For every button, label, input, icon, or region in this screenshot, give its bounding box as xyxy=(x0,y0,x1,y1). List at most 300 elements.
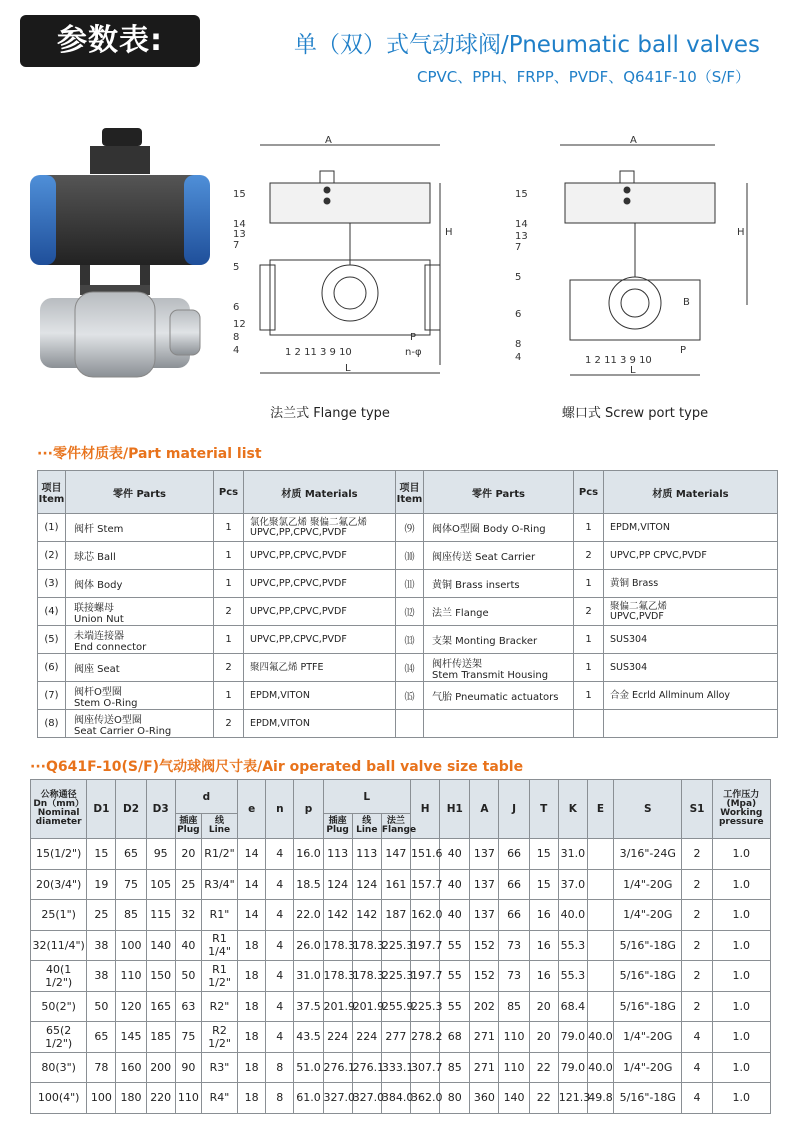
size-cell: 162.0 xyxy=(411,900,440,931)
size-cell: R1/2" xyxy=(201,839,237,870)
part-mat-cell: 聚偏二氟乙烯 UPVC,PVDF xyxy=(604,598,778,626)
size-cell: 160 xyxy=(116,1052,146,1083)
size-cell: 75 xyxy=(175,1022,201,1053)
parts-header: 零件 Parts xyxy=(66,471,214,514)
size-cell: 1.0 xyxy=(712,961,770,992)
materials-header: 材质 Materials xyxy=(244,471,396,514)
size-cell: R1 1/4" xyxy=(201,930,237,961)
size-cell: 1.0 xyxy=(712,1052,770,1083)
size-cell: 140 xyxy=(146,930,175,961)
part-row xyxy=(38,542,778,570)
s1-header: S1 xyxy=(682,780,712,839)
part-mat-cell xyxy=(604,710,778,738)
l-header: L xyxy=(323,780,410,814)
e-upper-header: E xyxy=(587,780,613,839)
size-cell: 327.0 xyxy=(323,1083,352,1114)
size-cell: 18 xyxy=(238,1052,266,1083)
size-cell: 224 xyxy=(352,1022,381,1053)
size-cell: 40.0 xyxy=(558,900,587,931)
part-name-cell: 气胎 Pneumatic actuators xyxy=(424,682,574,710)
size-cell: 3/16"-24G xyxy=(614,839,682,870)
size-cell: 185 xyxy=(146,1022,175,1053)
size-cell: 110 xyxy=(499,1052,529,1083)
size-cell: 50(2") xyxy=(31,991,87,1022)
size-cell xyxy=(587,869,613,900)
part-mat-cell: UPVC,PP,CPVC,PVDF xyxy=(244,570,396,598)
size-cell: 18 xyxy=(238,1083,266,1114)
size-cell: 1.0 xyxy=(712,1083,770,1114)
size-cell: 31.0 xyxy=(294,961,323,992)
svg-text:7: 7 xyxy=(515,242,522,253)
part-mat-cell: 合金 Ecrld Allminum Alloy xyxy=(604,682,778,710)
size-cell: 161 xyxy=(381,869,410,900)
size-cell: 15(1/2") xyxy=(31,839,87,870)
size-cell: R2 1/2" xyxy=(201,1022,237,1053)
part-name-cell: 阀杆传送架 Stem Transmit Housing xyxy=(424,654,574,682)
svg-text:14: 14 xyxy=(233,219,246,230)
size-cell: R2" xyxy=(201,991,237,1022)
size-cell: 8 xyxy=(266,1052,294,1083)
size-cell: 80(3") xyxy=(31,1052,87,1083)
part-name-cell: 阀杆 Stem xyxy=(66,514,214,542)
size-cell: R1" xyxy=(201,900,237,931)
svg-text:B: B xyxy=(683,297,690,308)
size-cell: 4 xyxy=(682,1083,712,1114)
size-cell: 145 xyxy=(116,1022,146,1053)
size-row xyxy=(31,961,771,992)
size-cell xyxy=(587,900,613,931)
part-mat-cell: 聚四氟乙烯 PTFE xyxy=(244,654,396,682)
screw-port-caption: 螺口式 Screw port type xyxy=(561,406,709,421)
size-cell: 14 xyxy=(238,869,266,900)
svg-text:7: 7 xyxy=(233,240,240,251)
size-cell: 32 xyxy=(175,900,201,931)
part-row xyxy=(38,710,778,738)
part-mat-cell: EPDM,VITON xyxy=(244,682,396,710)
size-cell: 66 xyxy=(499,839,529,870)
size-cell xyxy=(587,961,613,992)
size-cell: 40.0 xyxy=(587,1052,613,1083)
size-cell: 5/16"-18G xyxy=(614,961,682,992)
j-header: J xyxy=(499,780,529,839)
svg-text:15: 15 xyxy=(233,189,246,200)
size-cell: 20 xyxy=(529,991,558,1022)
size-cell: 1/4"-20G xyxy=(614,869,682,900)
part-name-cell: 阀座 Seat xyxy=(66,654,214,682)
size-cell: 55.3 xyxy=(558,961,587,992)
size-cell: 255.9 xyxy=(381,991,410,1022)
part-material-table xyxy=(37,470,778,738)
h1-header: H1 xyxy=(440,780,470,839)
size-cell: 20 xyxy=(175,839,201,870)
part-item-cell: (8) xyxy=(38,710,66,738)
size-cell: 1.0 xyxy=(712,839,770,870)
svg-text:4: 4 xyxy=(233,345,240,356)
part-pcs-cell: 1 xyxy=(574,626,604,654)
size-cell: 37.5 xyxy=(294,991,323,1022)
parts-header: 零件 Parts xyxy=(424,471,574,514)
part-mat-cell: 氯化聚氯乙烯 聚偏二氟乙烯 UPVC,PP,CPVC,PVDF xyxy=(244,514,396,542)
size-cell: 178.3 xyxy=(352,961,381,992)
size-cell: 50 xyxy=(87,991,116,1022)
svg-text:6: 6 xyxy=(233,302,240,313)
size-cell: 333.1 xyxy=(381,1052,410,1083)
part-row xyxy=(38,682,778,710)
svg-text:P: P xyxy=(410,332,417,343)
size-row xyxy=(31,900,771,931)
size-cell: R3/4" xyxy=(201,869,237,900)
d1-header: D1 xyxy=(87,780,116,839)
size-cell: 121.3 xyxy=(558,1083,587,1114)
nominal-diameter-header: 公称通径 Dn（mm） Nominal diameter xyxy=(31,780,87,839)
size-cell: 90 xyxy=(175,1052,201,1083)
size-cell: 40(1 1/2") xyxy=(31,961,87,992)
part-pcs-cell: 1 xyxy=(214,514,244,542)
size-cell: 37.0 xyxy=(558,869,587,900)
part-name-cell: 支架 Monting Bracker xyxy=(424,626,574,654)
size-cell: 271 xyxy=(470,1052,499,1083)
size-cell: 79.0 xyxy=(558,1052,587,1083)
part-mat-cell: SUS304 xyxy=(604,654,778,682)
part-material-section-title: ···零件材质表/Part material list xyxy=(37,446,262,462)
part-item-cell xyxy=(396,710,424,738)
size-cell: 384.0 xyxy=(381,1083,410,1114)
size-cell: 95 xyxy=(146,839,175,870)
size-cell: 66 xyxy=(499,869,529,900)
size-cell: 85 xyxy=(499,991,529,1022)
size-cell: 2 xyxy=(682,900,712,931)
size-cell xyxy=(587,839,613,870)
size-cell: 65 xyxy=(87,1022,116,1053)
svg-text:1 2 11 3 9 10: 1 2 11 3 9 10 xyxy=(285,347,352,358)
part-row xyxy=(38,626,778,654)
size-cell: 38 xyxy=(87,930,116,961)
size-cell: 278.2 xyxy=(411,1022,440,1053)
part-name-cell: 阀体 Body xyxy=(66,570,214,598)
working-pressure-header: 工作压力 (Mpa) Working pressure xyxy=(712,780,770,839)
size-row xyxy=(31,1083,771,1114)
part-name-cell xyxy=(424,710,574,738)
size-cell: 224 xyxy=(323,1022,352,1053)
size-cell: 26.0 xyxy=(294,930,323,961)
size-cell: 151.6 xyxy=(411,839,440,870)
size-cell: 15 xyxy=(529,839,558,870)
size-cell: 271 xyxy=(470,1022,499,1053)
size-cell: 40.0 xyxy=(587,1022,613,1053)
part-mat-cell: EPDM,VITON xyxy=(244,710,396,738)
size-cell: 5/16"-18G xyxy=(614,991,682,1022)
size-cell: 16 xyxy=(529,961,558,992)
size-cell: 152 xyxy=(470,961,499,992)
item-header: 项目 Item xyxy=(38,471,66,514)
part-item-cell: (2) xyxy=(38,542,66,570)
part-pcs-cell: 1 xyxy=(214,626,244,654)
size-cell: 63 xyxy=(175,991,201,1022)
part-pcs-cell: 1 xyxy=(574,570,604,598)
part-mat-cell: UPVC,PP CPVC,PVDF xyxy=(604,542,778,570)
size-cell: 22 xyxy=(529,1052,558,1083)
part-name-cell: 球芯 Ball xyxy=(66,542,214,570)
part-item-cell: ⒀ xyxy=(396,626,424,654)
size-cell: 178.3 xyxy=(323,930,352,961)
size-cell: 55 xyxy=(440,930,470,961)
size-cell: 276.1 xyxy=(323,1052,352,1083)
part-item-cell: (4) xyxy=(38,598,66,626)
size-cell: 2 xyxy=(682,991,712,1022)
size-cell: 40 xyxy=(440,869,470,900)
size-cell: 202 xyxy=(470,991,499,1022)
size-cell: 1.0 xyxy=(712,930,770,961)
a-header: A xyxy=(470,780,499,839)
size-cell: 43.5 xyxy=(294,1022,323,1053)
size-cell: 4 xyxy=(266,839,294,870)
e-header: e xyxy=(238,780,266,839)
flange-type-drawing xyxy=(225,135,465,395)
size-table-section-title: ···Q641F-10(S/F)气动球阀尺寸表/Air operated ball valve size table xyxy=(30,759,524,775)
part-pcs-cell: 1 xyxy=(214,542,244,570)
size-cell: 113 xyxy=(323,839,352,870)
part-item-cell: (1) xyxy=(38,514,66,542)
size-cell: 15 xyxy=(87,839,116,870)
size-cell: 362.0 xyxy=(411,1083,440,1114)
size-cell: 180 xyxy=(116,1083,146,1114)
product-photo xyxy=(20,120,230,400)
size-cell: 105 xyxy=(146,869,175,900)
size-cell: 4 xyxy=(266,961,294,992)
part-item-cell: (7) xyxy=(38,682,66,710)
size-cell: 40 xyxy=(440,839,470,870)
pcs-header: Pcs xyxy=(574,471,604,514)
size-cell: 18 xyxy=(238,961,266,992)
size-cell: 197.7 xyxy=(411,930,440,961)
part-row xyxy=(38,654,778,682)
size-cell: 225.3 xyxy=(381,961,410,992)
part-pcs-cell: 2 xyxy=(214,654,244,682)
part-mat-cell: EPDM,VITON xyxy=(604,514,778,542)
size-cell: 113 xyxy=(352,839,381,870)
size-cell: 201.9 xyxy=(352,991,381,1022)
size-cell: 49.8 xyxy=(587,1083,613,1114)
size-cell: 100 xyxy=(116,930,146,961)
part-name-cell: 阀杆O型圈 Stem O-Ring xyxy=(66,682,214,710)
size-cell: 201.9 xyxy=(323,991,352,1022)
size-cell: 142 xyxy=(323,900,352,931)
size-cell: 18.5 xyxy=(294,869,323,900)
size-cell: 220 xyxy=(146,1083,175,1114)
size-row xyxy=(31,869,771,900)
size-row xyxy=(31,1052,771,1083)
size-cell: 165 xyxy=(146,991,175,1022)
svg-text:14: 14 xyxy=(515,219,528,230)
part-mat-cell: UPVC,PP,CPVC,PVDF xyxy=(244,542,396,570)
size-cell: 100 xyxy=(87,1083,116,1114)
part-mat-cell: SUS304 xyxy=(604,626,778,654)
size-cell: 55 xyxy=(440,961,470,992)
size-cell: 50 xyxy=(175,961,201,992)
part-name-cell: 阀座传送O型圈 Seat Carrier O-Ring xyxy=(66,710,214,738)
size-cell: 110 xyxy=(175,1083,201,1114)
size-cell: 137 xyxy=(470,869,499,900)
size-cell: 150 xyxy=(146,961,175,992)
size-cell: 75 xyxy=(116,869,146,900)
size-cell: 1.0 xyxy=(712,900,770,931)
materials-header: 材质 Materials xyxy=(604,471,778,514)
size-cell: R3" xyxy=(201,1052,237,1083)
size-cell: 22.0 xyxy=(294,900,323,931)
l-plug-header: 插座 Plug xyxy=(323,814,352,839)
size-cell: 40 xyxy=(175,930,201,961)
size-cell: 276.1 xyxy=(352,1052,381,1083)
size-cell: 2 xyxy=(682,839,712,870)
svg-text:5: 5 xyxy=(233,262,240,273)
svg-text:1 2 11 3 9 10: 1 2 11 3 9 10 xyxy=(585,355,652,366)
size-cell: 85 xyxy=(116,900,146,931)
size-cell: 4 xyxy=(266,869,294,900)
part-pcs-cell: 2 xyxy=(574,542,604,570)
part-item-cell: (3) xyxy=(38,570,66,598)
size-cell: 66 xyxy=(499,900,529,931)
size-cell: 200 xyxy=(146,1052,175,1083)
size-cell: 187 xyxy=(381,900,410,931)
size-cell: 2 xyxy=(682,869,712,900)
part-mat-cell: UPVC,PP,CPVC,PVDF xyxy=(244,598,396,626)
size-cell: 78 xyxy=(87,1052,116,1083)
size-cell: 14 xyxy=(238,839,266,870)
part-name-cell: 阀体O型圈 Body O-Ring xyxy=(424,514,574,542)
size-cell: 65 xyxy=(116,839,146,870)
h-header: H xyxy=(411,780,440,839)
size-cell: 1.0 xyxy=(712,991,770,1022)
part-pcs-cell: 1 xyxy=(214,682,244,710)
size-cell xyxy=(587,991,613,1022)
size-table xyxy=(30,779,771,1114)
svg-text:P: P xyxy=(680,345,687,356)
size-cell: 115 xyxy=(146,900,175,931)
svg-text:L: L xyxy=(345,363,351,374)
part-row xyxy=(38,598,778,626)
size-cell: 124 xyxy=(323,869,352,900)
size-cell: 137 xyxy=(470,900,499,931)
size-cell: 40 xyxy=(440,900,470,931)
svg-text:A: A xyxy=(630,135,637,146)
size-cell: 85 xyxy=(440,1052,470,1083)
d2-header: D2 xyxy=(116,780,146,839)
size-cell: 80 xyxy=(440,1083,470,1114)
part-item-cell: ⑽ xyxy=(396,542,424,570)
size-cell: 110 xyxy=(499,1022,529,1053)
svg-text:12: 12 xyxy=(233,319,246,330)
size-cell: 65(2 1/2") xyxy=(31,1022,87,1053)
size-cell: 124 xyxy=(352,869,381,900)
size-cell: 4 xyxy=(682,1022,712,1053)
n-header: n xyxy=(266,780,294,839)
size-cell: 2 xyxy=(682,961,712,992)
size-row xyxy=(31,930,771,961)
part-item-cell: ⒂ xyxy=(396,682,424,710)
size-cell: 157.7 xyxy=(411,869,440,900)
size-cell: 4 xyxy=(682,1052,712,1083)
size-cell: 51.0 xyxy=(294,1052,323,1083)
part-item-cell: (6) xyxy=(38,654,66,682)
size-cell: 307.7 xyxy=(411,1052,440,1083)
size-cell: 197.7 xyxy=(411,961,440,992)
svg-text:n-φ: n-φ xyxy=(405,347,422,358)
size-cell: 19 xyxy=(87,869,116,900)
size-cell: 1/4"-20G xyxy=(614,900,682,931)
size-cell: 2 xyxy=(682,930,712,961)
svg-text:H: H xyxy=(737,227,745,238)
size-cell: 55 xyxy=(440,991,470,1022)
size-cell: 120 xyxy=(116,991,146,1022)
parameter-table-badge: 参数表: xyxy=(20,15,200,67)
size-cell: 18 xyxy=(238,991,266,1022)
part-name-cell: 未端连接器 End connector xyxy=(66,626,214,654)
size-cell: 152 xyxy=(470,930,499,961)
size-row xyxy=(31,991,771,1022)
s-header: S xyxy=(614,780,682,839)
l-flange-header: 法兰 Flange xyxy=(381,814,410,839)
size-cell: 68 xyxy=(440,1022,470,1053)
size-cell: 14 xyxy=(238,900,266,931)
size-cell: 147 xyxy=(381,839,410,870)
svg-text:8: 8 xyxy=(233,332,240,343)
part-item-cell: (5) xyxy=(38,626,66,654)
size-cell: 142 xyxy=(352,900,381,931)
size-cell: 137 xyxy=(470,839,499,870)
item-header: 项目 Item xyxy=(396,471,424,514)
size-cell: 25 xyxy=(87,900,116,931)
size-cell: 1.0 xyxy=(712,869,770,900)
svg-text:A: A xyxy=(325,135,332,146)
size-cell: 16 xyxy=(529,900,558,931)
part-row xyxy=(38,570,778,598)
size-cell: R4" xyxy=(201,1083,237,1114)
size-cell: 4 xyxy=(266,900,294,931)
size-cell: 100(4") xyxy=(31,1083,87,1114)
flange-type-caption: 法兰式 Flange type xyxy=(270,406,390,421)
svg-text:6: 6 xyxy=(515,309,522,320)
size-cell: R1 1/2" xyxy=(201,961,237,992)
part-item-cell: ⑿ xyxy=(396,598,424,626)
screw-port-drawing xyxy=(505,135,765,395)
svg-text:13: 13 xyxy=(233,229,246,240)
size-cell: 5/16"-18G xyxy=(614,1083,682,1114)
size-cell: 55.3 xyxy=(558,930,587,961)
part-mat-cell: UPVC,PP,CPVC,PVDF xyxy=(244,626,396,654)
size-cell: 20(3/4") xyxy=(31,869,87,900)
svg-text:H: H xyxy=(445,227,453,238)
size-cell: 38 xyxy=(87,961,116,992)
size-cell: 22 xyxy=(529,1083,558,1114)
size-cell: 15 xyxy=(529,869,558,900)
size-cell: 18 xyxy=(238,1022,266,1053)
part-row xyxy=(38,514,778,542)
size-cell: 225.3 xyxy=(411,991,440,1022)
svg-text:13: 13 xyxy=(515,231,528,242)
size-cell: 110 xyxy=(116,961,146,992)
part-mat-cell: 黄铜 Brass xyxy=(604,570,778,598)
size-cell: 4 xyxy=(266,930,294,961)
part-pcs-cell: 2 xyxy=(214,710,244,738)
part-pcs-cell: 1 xyxy=(574,682,604,710)
size-cell: 25(1") xyxy=(31,900,87,931)
size-cell: 32(11/4") xyxy=(31,930,87,961)
part-name-cell: 黄铜 Brass inserts xyxy=(424,570,574,598)
size-cell: 18 xyxy=(238,930,266,961)
svg-text:8: 8 xyxy=(515,339,522,350)
size-row xyxy=(31,1022,771,1053)
size-cell: 327.0 xyxy=(352,1083,381,1114)
